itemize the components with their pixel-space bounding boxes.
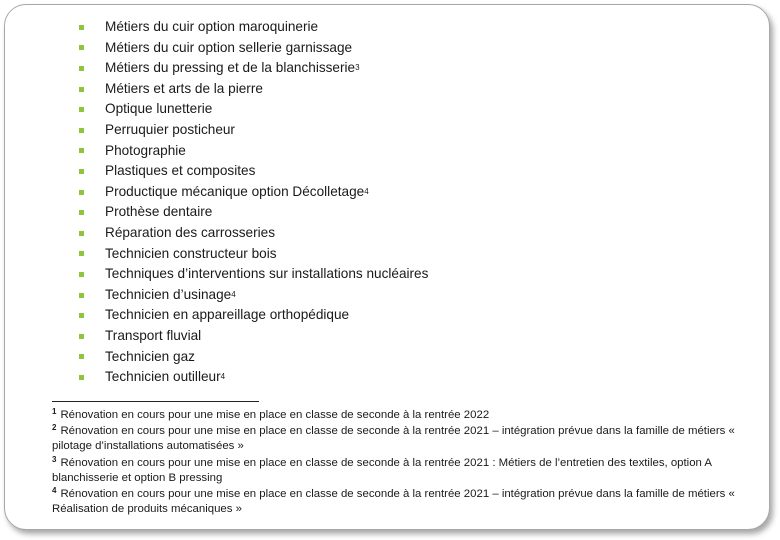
- item-label: Métiers et arts de la pierre: [105, 80, 263, 96]
- footnote-number: 2: [52, 423, 57, 433]
- bullet-icon: [79, 148, 84, 153]
- item-label: Métiers du pressing et de la blanchisserie: [105, 60, 356, 76]
- bullet-icon: [79, 128, 84, 133]
- item-label: Transport fluvial: [105, 327, 202, 343]
- bullet-icon: [79, 45, 84, 50]
- item-label: Technicien outilleur: [105, 369, 221, 385]
- footnote-text: Rénovation en cours pour une mise en place en classe de seconde à la rentrée 2021 – intégration prévue dans la famille de métiers « pilotage d’installations automatisées »: [52, 425, 735, 453]
- item-label: Métiers du cuir option maroquinerie: [105, 19, 319, 34]
- list-item: [79, 120, 428, 141]
- list-item: Productique mécanique option Décolletage 4: [79, 182, 428, 203]
- list-item: [79, 141, 428, 162]
- footnote-text: Rénovation en cours pour une mise en place en classe de seconde à la rentrée 2021 : Métiers de l’entretien des textiles, option A blanchisserie et option B pressing: [52, 456, 712, 484]
- list-item: [79, 347, 428, 368]
- item-label: Photographie: [105, 142, 186, 158]
- list-item: [79, 305, 428, 326]
- list-item: [79, 326, 428, 347]
- footnote: [52, 424, 752, 454]
- footnotes: [52, 408, 752, 518]
- footnote-number: 3: [52, 454, 57, 464]
- item-label: Métiers du cuir option sellerie garnissage: [105, 39, 353, 55]
- list-item: [79, 202, 428, 223]
- footnote-number: 4: [52, 486, 57, 496]
- bullet-icon: [79, 66, 84, 71]
- item-label: Technicien gaz: [105, 348, 195, 364]
- bullet-icon: [79, 87, 84, 92]
- bullet-icon: [79, 354, 84, 359]
- trade-list: [79, 17, 428, 388]
- footnote: [52, 456, 752, 486]
- list-item: [79, 38, 428, 59]
- item-label: Technicien d’usinage: [105, 286, 232, 302]
- bullet-icon: [79, 272, 84, 277]
- item-label: Perruquier posticheur: [105, 121, 235, 137]
- item-label: Optique lunetterie: [105, 101, 213, 117]
- bullet-icon: [79, 210, 84, 215]
- bullet-icon: [79, 231, 84, 236]
- item-label: Techniques d’interventions sur installations nucléaires: [105, 266, 429, 282]
- bullet-icon: [79, 313, 84, 318]
- item-label: Plastiques et composites: [105, 163, 256, 179]
- item-label: Technicien constructeur bois: [105, 245, 277, 261]
- list-item: [79, 244, 428, 265]
- footnote: [52, 408, 752, 423]
- list-item: [79, 17, 428, 38]
- bullet-icon: [79, 25, 84, 30]
- bullet-icon: [79, 293, 84, 298]
- list-item: Métiers du pressing et de la blanchisserie 3: [79, 58, 428, 79]
- item-label: Productique mécanique option Décolletage: [105, 183, 365, 199]
- list-item: [79, 223, 428, 244]
- slide-frame: [4, 4, 770, 530]
- list-item: [79, 99, 428, 120]
- footnote: [52, 487, 752, 517]
- list-item: Technicien outilleur 4: [79, 367, 428, 388]
- list-item: [79, 79, 428, 100]
- item-label: Prothèse dentaire: [105, 204, 213, 220]
- footnote-number: 1: [52, 407, 57, 416]
- bullet-icon: [79, 190, 84, 195]
- item-label: Technicien en appareillage orthopédique: [105, 307, 350, 323]
- item-label: Réparation des carrosseries: [105, 224, 276, 240]
- bullet-icon: [79, 375, 84, 380]
- list-item: [79, 161, 428, 182]
- footnote-text: Rénovation en cours pour une mise en place en classe de seconde à la rentrée 2021 – intégration prévue dans la famille de métiers « Réalisation de produits mécaniques »: [52, 488, 735, 516]
- footnote-separator: [52, 401, 259, 402]
- bullet-icon: [79, 169, 84, 174]
- footnote-text: Rénovation en cours pour une mise en place en classe de seconde à la rentrée 2022: [60, 409, 490, 421]
- list-item: Technicien d’usinage 4: [79, 285, 428, 306]
- list-item: [79, 264, 428, 285]
- bullet-icon: [79, 107, 84, 112]
- bullet-icon: [79, 334, 84, 339]
- bullet-icon: [79, 251, 84, 256]
